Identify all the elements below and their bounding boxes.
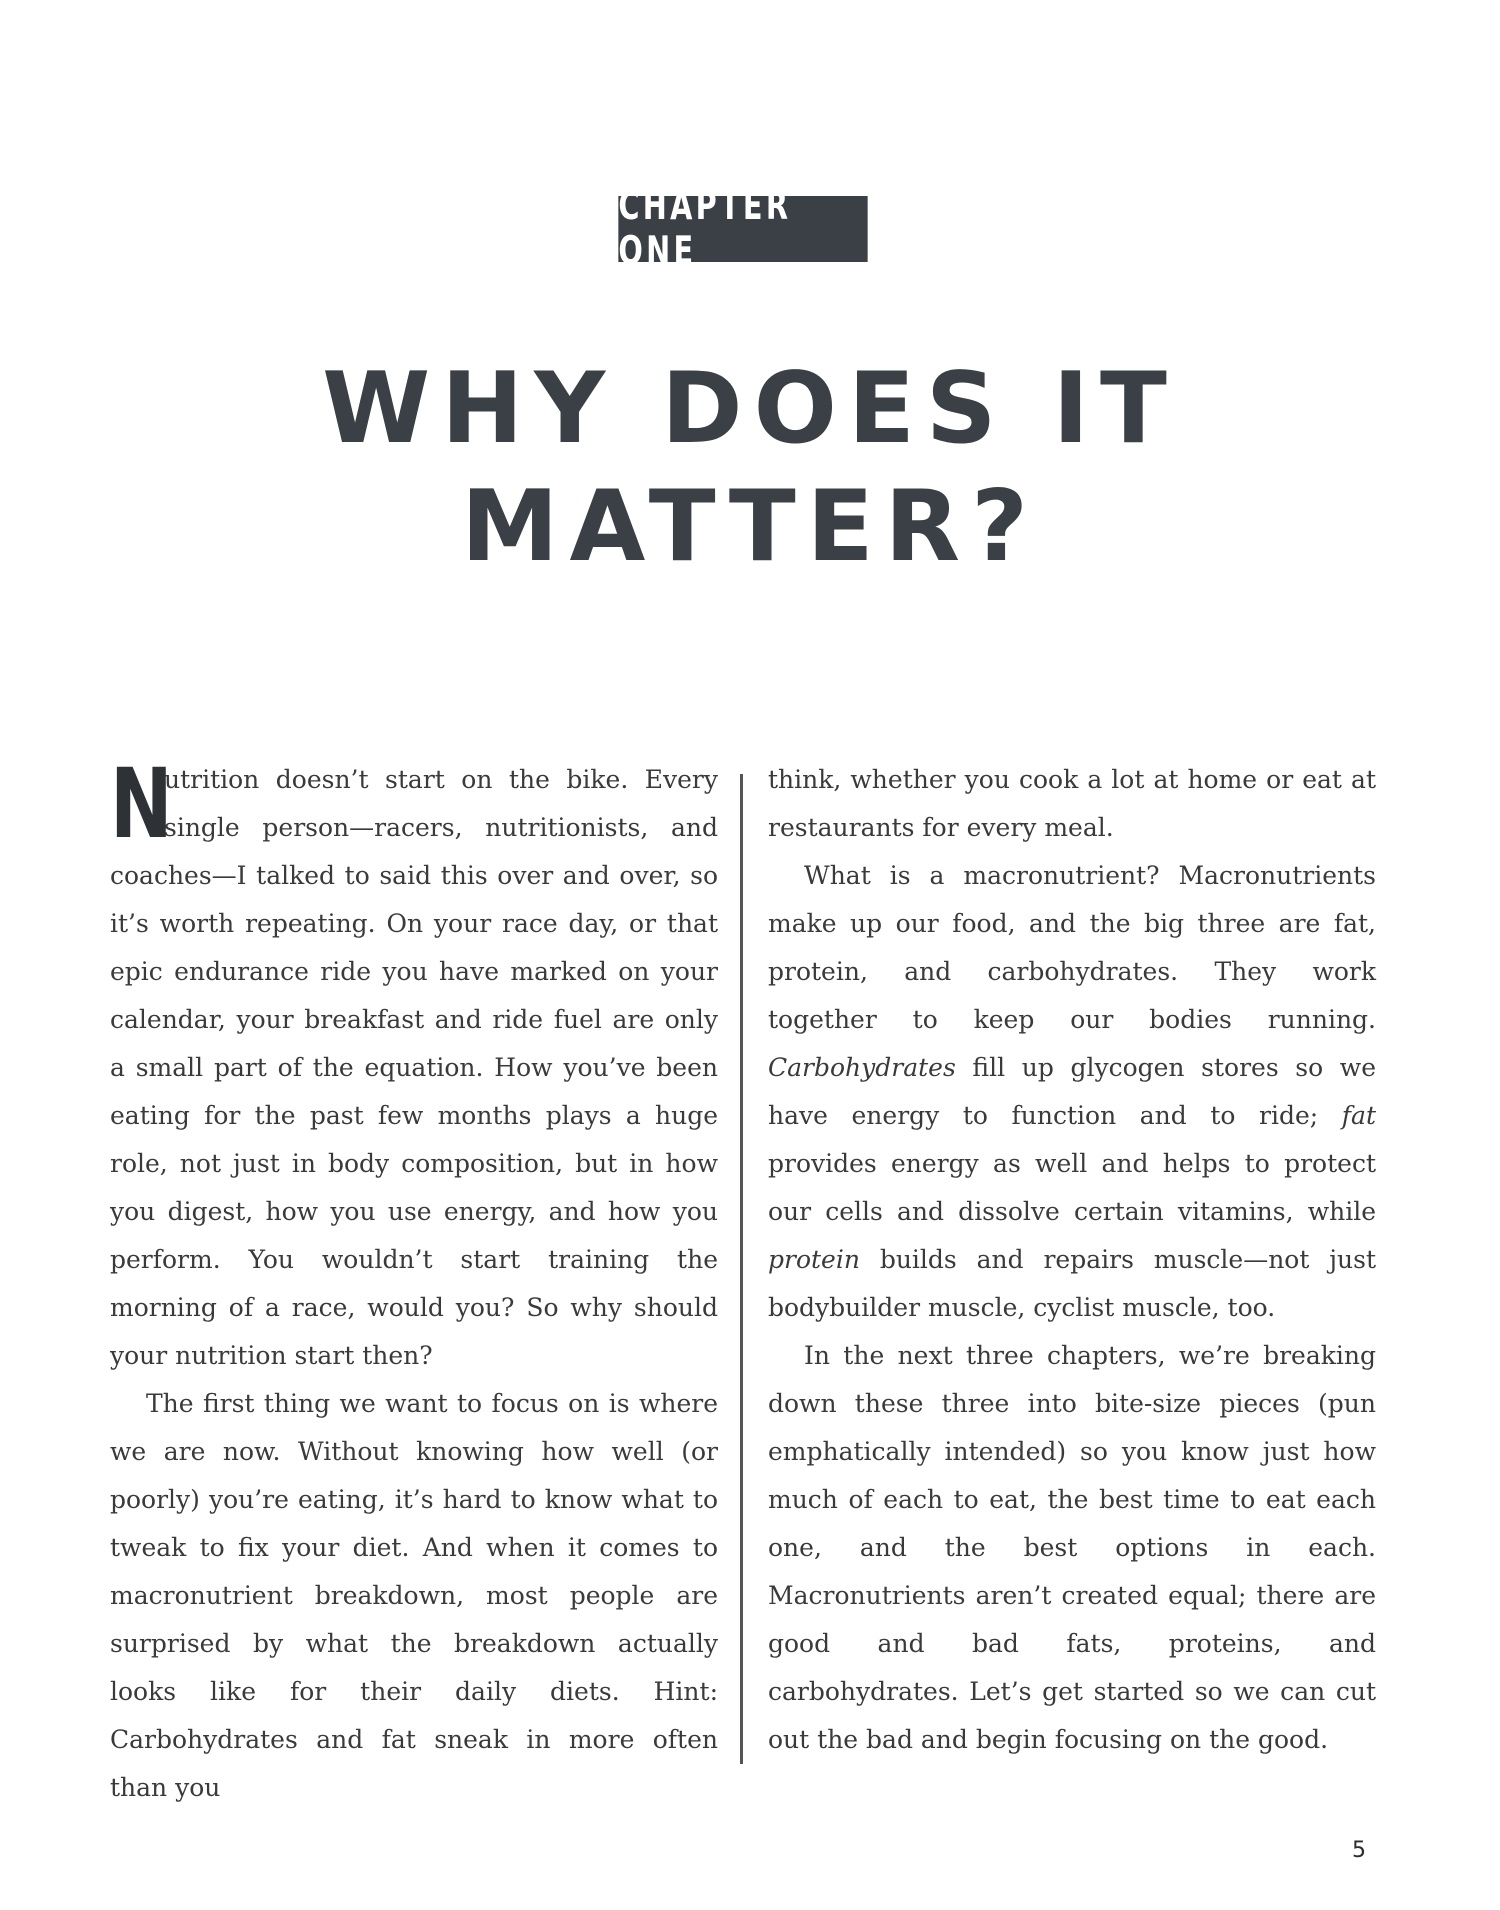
chapter-title-line-2: MATTER? — [461, 470, 1039, 584]
paragraph-5: In the next three chapters, we’re breaking down these three into bite-size pieces (pun emphatically intended) so you know just how much of each to eat, the best time to eat each one, and the best options in each. Macronutrients aren’t created equal; there are good and bad fats, proteins, and carbohydrates. Let’s get started so we can cut out the bad and begin focusing on the good. — [768, 1341, 1376, 1754]
paragraph-2: The first thing we want to focus on is where we are now. Without knowing how well (or poorly) you’re eating, it’s hard to know what to tweak to fix your diet. And when it comes to macronutrient breakdown, most people are surprised by what the breakdown actually looks like for their daily diets. Hint: Carbohydrates and fat sneak in more often than you — [110, 1389, 718, 1802]
drop-cap: N — [110, 748, 173, 860]
paragraph-1 — [110, 748, 718, 1380]
emphasis-fat: fat — [1341, 1101, 1376, 1130]
emphasis-carbohydrates: Carbohydrates — [768, 1053, 956, 1082]
chapter-title — [0, 350, 1500, 586]
page-number: 5 — [1352, 1838, 1366, 1863]
paragraph-3: think, whether you cook a lot at home or eat at restaurants for every meal. — [768, 765, 1376, 842]
emphasis-protein: protein — [768, 1245, 860, 1274]
right-column — [768, 756, 1376, 1764]
column-divider — [740, 774, 743, 1764]
chapter-title-line-1: WHY DOES IT — [322, 352, 1178, 466]
paragraph-4: What is a macronutrient? Macronutrients make up our food, and the big three are fat, protein, and carbohydrates. They work together to keep our bodies running. Carbohydrates fill up glycogen stores so we have energy to function and to ride; fat provides energy as well and helps to protect our cells and dissolve certain vitamins, while protein builds and repairs muscle—not just bodybuilder muscle, cyclist muscle, too. — [768, 861, 1376, 1322]
paragraph-1-text: utrition doesn’t start on the bike. Every single person—racers, nutritionists, and coaches—I talked to said this over and over, so it’s worth repeating. On your race day, or that epic endurance ride you have marked on your calendar, your breakfast and ride fuel are only a small part of the equation. How you’ve been eating for the past few months plays a huge role, not just in body composition, but in how you digest, how you use energy, and how you perform. You wouldn’t start training the morning of a race, would you? So why should your nutrition start then? — [110, 765, 718, 1370]
left-column — [110, 748, 718, 1812]
chapter-label: CHAPTER ONE — [618, 196, 867, 262]
